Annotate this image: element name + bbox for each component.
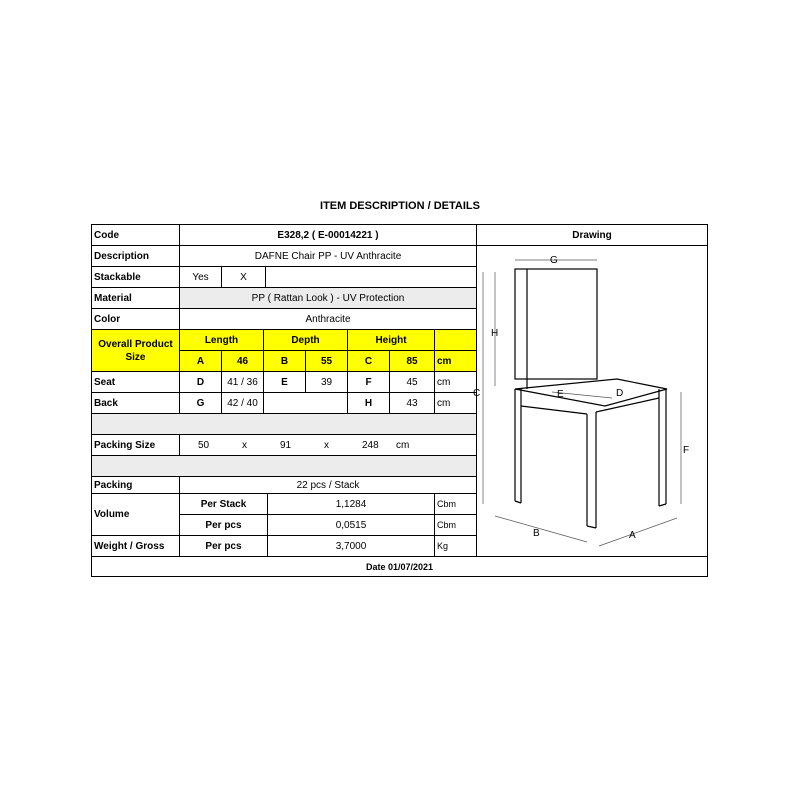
date-footer: Date 01/07/2021 — [365, 561, 434, 572]
per-pcs-weight-value: 3,7000 — [268, 536, 435, 557]
drawing-label-h: H — [491, 327, 499, 339]
drawing-title: Drawing — [477, 225, 707, 246]
per-pcs-volume-label: Per pcs — [180, 515, 268, 536]
drawing-label-f: F — [683, 444, 690, 456]
code-label: Code — [92, 225, 180, 246]
back-label: Back — [92, 393, 180, 414]
unit-header-empty — [435, 330, 477, 351]
material-label: Material — [92, 288, 180, 309]
stackable-empty — [266, 267, 477, 288]
back-h-letter: H — [348, 393, 390, 414]
spacer-row-2 — [92, 456, 477, 477]
weight-label: Weight / Gross — [92, 536, 180, 557]
dim-a-value: 46 — [222, 351, 264, 372]
packing-width: 50 — [198, 439, 210, 451]
packing-unit: cm — [396, 439, 410, 451]
packing-value: 22 pcs / Stack — [180, 477, 477, 494]
stackable-mark: X — [222, 267, 266, 288]
back-h-value: 43 — [390, 393, 435, 414]
seat-f-value: 45 — [390, 372, 435, 393]
depth-header: Depth — [264, 330, 348, 351]
description-value: DAFNE Chair PP - UV Anthracite — [180, 246, 477, 267]
length-header: Length — [180, 330, 264, 351]
drawing-label-c: C — [473, 387, 481, 399]
dim-b-letter: B — [264, 351, 306, 372]
back-empty — [264, 393, 348, 414]
seat-e-letter: E — [264, 372, 306, 393]
color-label: Color — [92, 309, 180, 330]
per-stack-label: Per Stack — [180, 494, 268, 515]
drawing-label-b: B — [533, 527, 540, 539]
per-stack-unit: Cbm — [435, 494, 477, 515]
per-pcs-volume-unit: Cbm — [435, 515, 477, 536]
stackable-yes: Yes — [180, 267, 222, 288]
spacer-row-1 — [92, 414, 477, 435]
dim-b-value: 55 — [306, 351, 348, 372]
volume-label: Volume — [92, 494, 180, 536]
stackable-label: Stackable — [92, 267, 180, 288]
chair-drawing — [473, 246, 707, 557]
description-label: Description — [92, 246, 180, 267]
drawing-label-d: D — [616, 387, 624, 399]
drawing-area — [473, 246, 707, 557]
packing-size-label: Packing Size — [92, 435, 180, 456]
back-unit: cm — [435, 393, 477, 414]
overall-unit: cm — [435, 351, 477, 372]
per-pcs-volume-value: 0,0515 — [268, 515, 435, 536]
seat-label: Seat — [92, 372, 180, 393]
page-title: ITEM DESCRIPTION / DETAILS — [320, 200, 480, 212]
code-value: E328,2 ( E-00014221 ) — [180, 225, 477, 246]
packing-x1: x — [242, 439, 247, 451]
packing-label: Packing — [92, 477, 180, 494]
seat-d-value: 41 / 36 — [222, 372, 264, 393]
packing-x2: x — [324, 439, 329, 451]
per-stack-value: 1,1284 — [268, 494, 435, 515]
seat-e-value: 39 — [306, 372, 348, 393]
seat-d-letter: D — [180, 372, 222, 393]
dim-c-value: 85 — [390, 351, 435, 372]
overall-size-label: Overall Product Size — [92, 330, 180, 372]
drawing-label-a: A — [629, 529, 636, 541]
weight-unit: Kg — [435, 536, 477, 557]
back-g-letter: G — [180, 393, 222, 414]
seat-unit: cm — [435, 372, 477, 393]
dim-c-letter: C — [348, 351, 390, 372]
material-value: PP ( Rattan Look ) - UV Protection — [180, 288, 477, 309]
color-value: Anthracite — [180, 309, 477, 330]
drawing-label-e: E — [557, 388, 564, 400]
packing-size-row — [180, 435, 477, 456]
per-pcs-weight-label: Per pcs — [180, 536, 268, 557]
height-header: Height — [348, 330, 435, 351]
seat-f-letter: F — [348, 372, 390, 393]
item-details-sheet — [91, 224, 708, 577]
packing-depth: 91 — [280, 439, 292, 451]
drawing-label-g: G — [550, 254, 558, 266]
back-g-value: 42 / 40 — [222, 393, 264, 414]
packing-height: 248 — [362, 439, 379, 451]
dim-a-letter: A — [180, 351, 222, 372]
